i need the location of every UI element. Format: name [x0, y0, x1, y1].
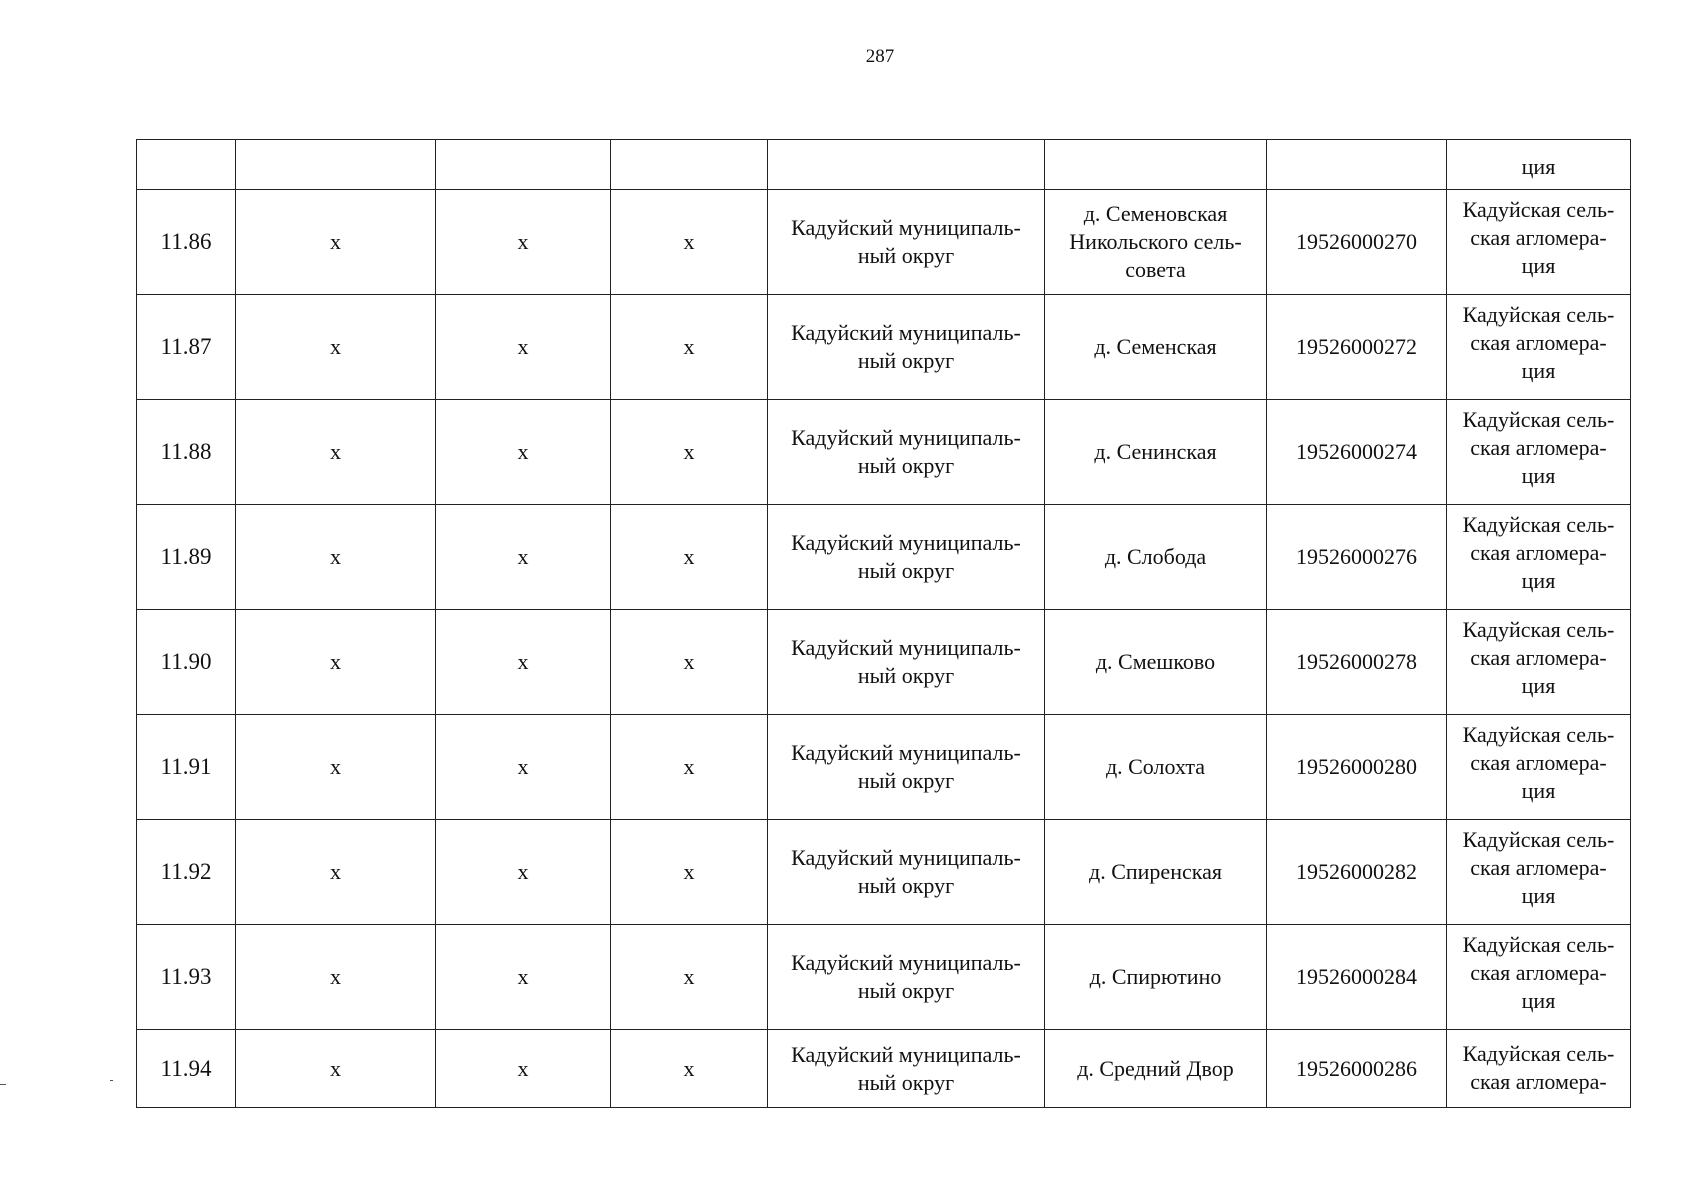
oktmo-code-cell: 19526000278	[1267, 610, 1447, 715]
district-line: Кадуйский муниципаль-	[791, 845, 1021, 870]
agglomeration-cell	[1447, 1030, 1631, 1108]
agglomeration-line: ция	[1521, 883, 1556, 908]
empty-cell	[436, 140, 611, 190]
district-line: ный округ	[857, 1069, 955, 1095]
agglomeration-line: ская агломера-	[1470, 540, 1607, 565]
mark-cell: х	[436, 400, 611, 505]
district-line: ный округ	[857, 978, 955, 1003]
table-row	[137, 295, 1631, 400]
table-row	[137, 190, 1631, 295]
oktmo-code-cell: 19526000284	[1267, 925, 1447, 1030]
mark-cell: х	[236, 295, 436, 400]
district-line: ный округ	[857, 768, 955, 793]
mark-cell: х	[236, 400, 436, 505]
district-line: ный округ	[857, 348, 955, 373]
district-line: ный округ	[857, 873, 955, 898]
mark-cell: х	[236, 610, 436, 715]
row-number-cell: 11.93	[137, 925, 236, 1030]
mark-cell: х	[611, 295, 768, 400]
edge-mark-dot	[110, 1080, 113, 1081]
oktmo-code-cell: 19526000280	[1267, 715, 1447, 820]
settlement-cell	[1045, 610, 1267, 715]
settlement-cell	[1045, 715, 1267, 820]
settlement-cell	[1045, 295, 1267, 400]
agglomeration-line: Кадуйская сель-	[1462, 302, 1615, 327]
agglomeration-line: ская агломера-	[1470, 750, 1607, 775]
agglomeration-line: ция	[1521, 463, 1556, 488]
agglomeration-line: Кадуйская сель-	[1462, 1041, 1615, 1066]
agglomeration-cell	[1447, 400, 1631, 505]
mark-cell: х	[611, 190, 768, 295]
district-cell	[768, 1030, 1045, 1108]
district-line: ный округ	[857, 243, 955, 268]
mark-cell: х	[436, 715, 611, 820]
oktmo-code-cell: 19526000282	[1267, 820, 1447, 925]
mark-cell: х	[611, 610, 768, 715]
settlement-cell	[1045, 505, 1267, 610]
row-number-cell: 11.86	[137, 190, 236, 295]
agglomeration-tail-cell: ция	[1447, 140, 1631, 190]
agglomeration-line: Кадуйская сель-	[1462, 512, 1615, 537]
agglomeration-cell	[1447, 820, 1631, 925]
settlement-line: д. Смешково	[1095, 649, 1216, 674]
table-row	[137, 1030, 1631, 1108]
row-number-cell: 11.94	[137, 1030, 236, 1108]
settlement-line: д. Солохта	[1105, 754, 1206, 779]
empty-cell	[1267, 140, 1447, 190]
agglomeration-line: ция	[1521, 988, 1556, 1013]
empty-cell	[611, 140, 768, 190]
district-cell	[768, 505, 1045, 610]
settlement-line: д. Спиренская	[1089, 859, 1222, 884]
agglomeration-line: ская агломера-	[1470, 960, 1607, 985]
agglomeration-line: Кадуйская сель-	[1462, 197, 1615, 222]
empty-cell	[137, 140, 236, 190]
district-cell	[768, 295, 1045, 400]
district-line: Кадуйский муниципаль-	[791, 320, 1021, 345]
mark-cell: х	[236, 1030, 436, 1108]
settlement-line: д. Слобода	[1104, 544, 1207, 569]
empty-cell	[768, 140, 1045, 190]
settlement-cell	[1045, 1030, 1267, 1108]
agglomeration-cell	[1447, 295, 1631, 400]
mark-cell: х	[611, 925, 768, 1030]
mark-cell: х	[236, 505, 436, 610]
mark-cell: х	[611, 400, 768, 505]
settlement-line: д. Семеновская	[1083, 201, 1228, 226]
district-cell	[768, 400, 1045, 505]
district-line: Кадуйский муниципаль-	[791, 635, 1021, 660]
agglomeration-line: ция	[1521, 358, 1556, 383]
edge-mark-left	[0, 1084, 6, 1085]
settlement-cell	[1045, 400, 1267, 505]
district-cell	[768, 190, 1045, 295]
mark-cell: х	[236, 820, 436, 925]
settlements-table	[136, 139, 1631, 1108]
table-row	[137, 400, 1631, 505]
mark-cell: х	[611, 505, 768, 610]
agglomeration-line: ция	[1521, 568, 1556, 593]
agglomeration-line: Кадуйская сель-	[1462, 722, 1615, 747]
page-number: 287	[865, 46, 895, 67]
mark-cell: х	[236, 925, 436, 1030]
agglomeration-cell	[1447, 715, 1631, 820]
settlement-line: д. Сенинская	[1094, 439, 1217, 464]
mark-cell: х	[436, 610, 611, 715]
table-row	[137, 820, 1631, 925]
oktmo-code-cell: 19526000270	[1267, 190, 1447, 295]
agglomeration-line: ция	[1521, 253, 1556, 278]
table-row	[137, 610, 1631, 715]
row-number-cell: 11.87	[137, 295, 236, 400]
agglomeration-line: Кадуйская сель-	[1462, 617, 1615, 642]
oktmo-code-cell: 19526000276	[1267, 505, 1447, 610]
agglomeration-line: ская агломера-	[1470, 225, 1607, 250]
agglomeration-line: ская агломера-	[1470, 330, 1607, 355]
row-number-cell: 11.88	[137, 400, 236, 505]
empty-cell	[1045, 140, 1267, 190]
row-number-cell: 11.89	[137, 505, 236, 610]
agglomeration-line: ция	[1521, 673, 1556, 698]
oktmo-code-cell: 19526000274	[1267, 400, 1447, 505]
mark-cell: х	[611, 715, 768, 820]
district-line: Кадуйский муниципаль-	[791, 950, 1021, 975]
settlement-cell	[1045, 820, 1267, 925]
settlement-cell	[1045, 925, 1267, 1030]
empty-cell	[236, 140, 436, 190]
agglomeration-line: ская агломера-	[1470, 1069, 1607, 1094]
table-body	[137, 140, 1631, 1108]
continuation-row	[137, 140, 1631, 190]
district-line: ный округ	[857, 663, 955, 688]
district-line: Кадуйский муниципаль-	[791, 425, 1021, 450]
oktmo-code-cell: 19526000272	[1267, 295, 1447, 400]
district-line: ный округ	[857, 558, 955, 583]
mark-cell: х	[436, 505, 611, 610]
district-line: Кадуйский муниципаль-	[791, 740, 1021, 765]
mark-cell: х	[436, 295, 611, 400]
mark-cell: х	[436, 925, 611, 1030]
district-cell	[768, 610, 1045, 715]
table-row	[137, 715, 1631, 820]
settlement-line: совета	[1125, 257, 1186, 282]
settlement-line: Никольского сель-	[1069, 229, 1242, 254]
settlement-line: д. Средний Двор	[1077, 1055, 1234, 1081]
mark-cell: х	[236, 715, 436, 820]
mark-cell: х	[436, 1030, 611, 1108]
agglomeration-line: ская агломера-	[1470, 645, 1607, 670]
oktmo-code-cell: 19526000286	[1267, 1030, 1447, 1108]
agglomeration-cell	[1447, 505, 1631, 610]
district-line: Кадуйский муниципаль-	[791, 530, 1021, 555]
agglomeration-line: ская агломера-	[1470, 855, 1607, 880]
table-row	[137, 505, 1631, 610]
agglomeration-line: ция	[1521, 778, 1556, 803]
agglomeration-line: Кадуйская сель-	[1462, 407, 1615, 432]
district-cell	[768, 715, 1045, 820]
mark-cell: х	[236, 190, 436, 295]
table-row	[137, 925, 1631, 1030]
agglomeration-line: Кадуйская сель-	[1462, 827, 1615, 852]
agglomeration-cell	[1447, 925, 1631, 1030]
agglomeration-line: Кадуйская сель-	[1462, 932, 1615, 957]
district-line: Кадуйский муниципаль-	[791, 1041, 1021, 1067]
district-line: ный округ	[857, 453, 955, 478]
settlement-line: д. Спирютино	[1089, 964, 1222, 989]
district-line: Кадуйский муниципаль-	[791, 215, 1021, 240]
row-number-cell: 11.92	[137, 820, 236, 925]
agglomeration-cell	[1447, 190, 1631, 295]
mark-cell: х	[611, 1030, 768, 1108]
settlement-line: д. Семенская	[1094, 334, 1217, 359]
agglomeration-cell	[1447, 610, 1631, 715]
mark-cell: х	[436, 820, 611, 925]
mark-cell: х	[611, 820, 768, 925]
mark-cell: х	[436, 190, 611, 295]
district-cell	[768, 820, 1045, 925]
row-number-cell: 11.91	[137, 715, 236, 820]
district-cell	[768, 925, 1045, 1030]
row-number-cell: 11.90	[137, 610, 236, 715]
agglomeration-line: ская агломера-	[1470, 435, 1607, 460]
settlement-cell	[1045, 190, 1267, 295]
